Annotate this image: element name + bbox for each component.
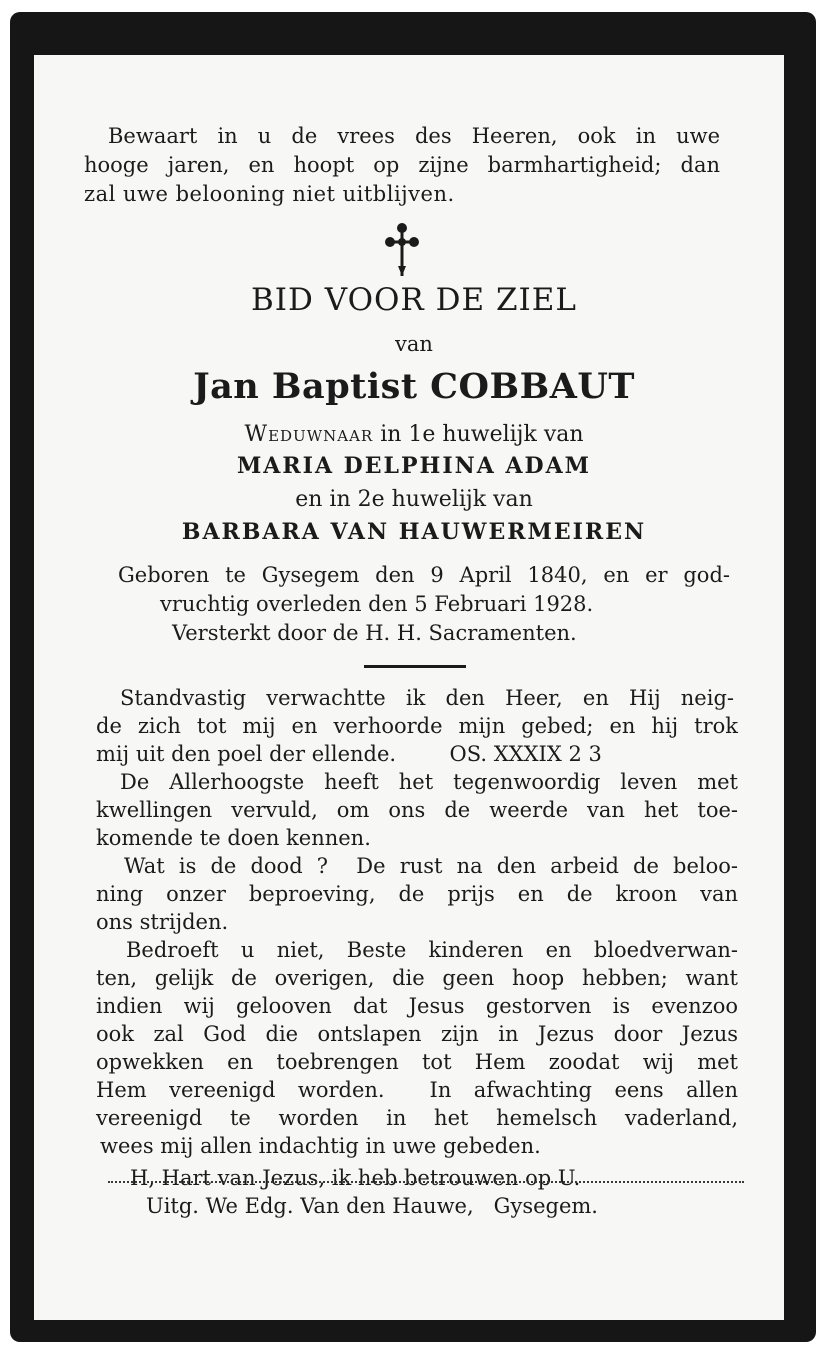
- prayer-line: De Allerhoogste heeft het tegenwoordig leven met: [120, 770, 738, 794]
- motto-line-1: Bewaart in u de vrees des Heeren, ook in uwe: [108, 124, 720, 148]
- death-line: vruchtig overleden den 5 Februari 1928.: [160, 592, 594, 616]
- prayer-line: kwellingen vervuld, om ons de weerde van het toe-: [96, 798, 738, 822]
- printer-credit: Uitg. We Edg. Van den Hauwe, Gysegem.: [146, 1194, 598, 1218]
- cross-icon: [385, 222, 419, 278]
- widower-title: Weduwnaar: [244, 422, 374, 447]
- prayer-line: opwekken en toebrengen tot Hem zoodat wij met: [96, 1050, 738, 1074]
- van-label: van: [395, 332, 433, 356]
- prayer-line: Bedroeft u niet, Beste kinderen en bloedverwan-: [126, 938, 738, 962]
- prayer-line: ook zal God die ontslapen zijn in Jezus door Jezus: [96, 1022, 738, 1046]
- birth-line: Geboren te Gysegem den 9 April 1840, en er god-: [118, 563, 730, 587]
- invocation: H, Hart van Jezus, ik heb betrouwen op U.: [130, 1166, 581, 1190]
- motto-line-2: hooge jaren, en hoopt op zijne barmhartigheid; dan: [84, 153, 720, 177]
- prayer-line: mij uit den poel der ellende. OS. XXXIX 2 3: [96, 742, 602, 766]
- prayer-line: ten, gelijk de overigen, die geen hoop hebben; want: [96, 966, 738, 990]
- first-marriage-text: in 1e huwelijk van: [380, 422, 584, 447]
- bid-heading: BID VOOR DE ZIEL: [251, 282, 577, 318]
- deceased-name: Jan Baptist COBBAUT: [193, 366, 635, 407]
- prayer-line: vereenigd te worden in het hemelsch vaderland,: [96, 1106, 738, 1130]
- first-marriage-line: [0, 422, 828, 447]
- prayer-line: de zich tot mij en verhoorde mijn gebed; en hij trok: [96, 714, 738, 738]
- prayer-line: Standvastig verwachtte ik den Heer, en Hij neig-: [120, 686, 734, 710]
- prayer-line: indien wij gelooven dat Jesus gestorven is evenzoo: [96, 994, 738, 1018]
- prayer-line: ons strijden.: [96, 910, 229, 934]
- second-spouse-name: BARBARA VAN HAUWERMEIREN: [181, 519, 647, 545]
- prayer-line: Hem vereenigd worden. In afwachting eens allen: [96, 1078, 738, 1102]
- sacraments-line: Versterkt door de H. H. Sacramenten.: [172, 621, 577, 645]
- prayer-line: ning onzer beproeving, de prijs en de kroon van: [96, 882, 738, 906]
- prayer-line: Wat is de dood ? De rust na den arbeid de beloo-: [124, 854, 738, 878]
- dotted-divider: [108, 1181, 744, 1183]
- prayer-line: komende te doen kennen.: [96, 826, 371, 850]
- prayer-line: wees mij allen indachtig in uwe gebeden.: [100, 1134, 541, 1158]
- second-marriage-line: en in 2e huwelijk van: [295, 487, 533, 512]
- first-spouse-name: MARIA DELPHINA ADAM: [236, 453, 592, 479]
- divider-rule: [364, 665, 466, 668]
- motto-line-3: zal uwe belooning niet uitblijven.: [84, 182, 455, 206]
